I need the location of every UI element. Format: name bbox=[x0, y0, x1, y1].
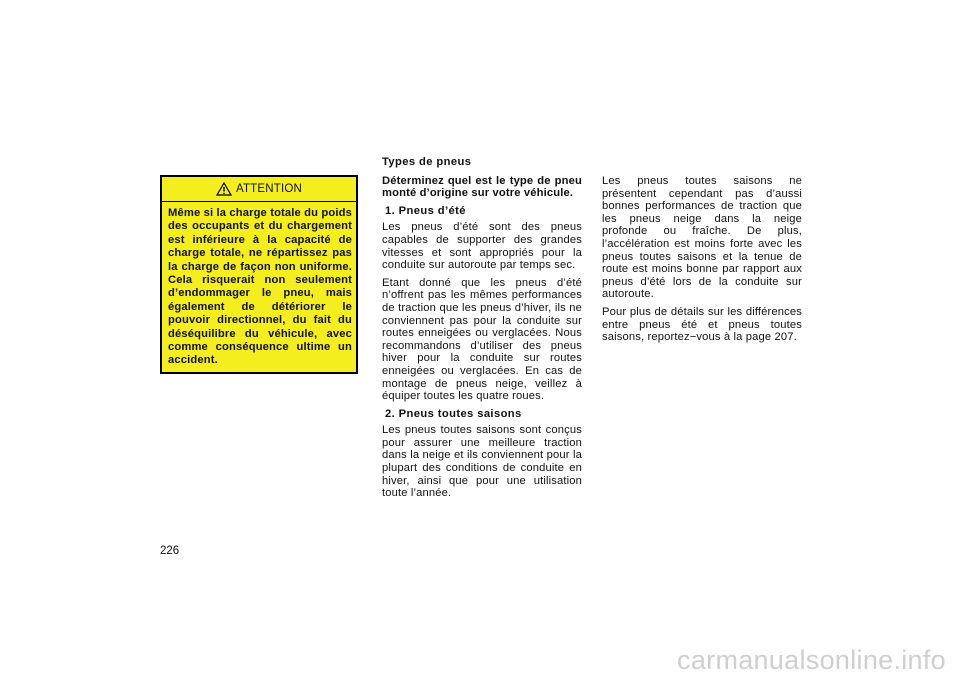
summer-tires-title: 1. Pneus d’été bbox=[385, 204, 466, 217]
watermark: carmanualsonline.info bbox=[677, 645, 946, 675]
page-number: 226 bbox=[160, 545, 180, 557]
caution-box bbox=[160, 175, 358, 374]
summer-tires-paragraph-2: Etant donné que les pneus d’été n’offrent pas les mêmes performances de traction que les pneus d’hiver, ils ne conviennent pas pour la conduite sur routes enneigées ou verglacées. Nous recommandons d’utiliser des pneus hiver pour la conduite sur routes enneigées ou verglacées. En cas de montage de pneus neige, veillez à équiper toutes les quatre roues. bbox=[382, 276, 582, 403]
reference-paragraph: Pour plus de détails sur les différences entre pneus été et pneus toutes saisons, reportez−vous à la page 207. bbox=[602, 305, 802, 344]
all-season-tires-title: 2. Pneus toutes saisons bbox=[385, 407, 522, 420]
right-column bbox=[602, 175, 802, 349]
all-season-tires-paragraph: Les pneus toutes saisons sont conçus pour assurer une meilleure traction dans la neige et ils conviennent pour la plupart des conditions de conduite en hiver, ainsi que pour une utilisation toute l’année. bbox=[382, 424, 582, 500]
middle-column bbox=[382, 156, 582, 505]
all-season-comparison-paragraph: Les pneus toutes saisons ne présentent cependant pas d’aussi bonnes performances de traction que les pneus neige dans la neige profonde ou fraîche. De plus, l’accélération est moins forte avec les pneus toutes saisons et la tenue de route est moins bonne par rapport aux pneus d’été lors de la conduite sur autoroute. bbox=[602, 175, 802, 301]
intro-paragraph: Déterminez quel est le type de pneu monté d’origine sur votre véhicule. bbox=[382, 174, 582, 200]
warning-triangle-icon bbox=[216, 182, 232, 196]
section-heading: Types de pneus bbox=[382, 156, 472, 168]
caution-text: Même si la charge totale du poids des occupants et du chargement est inférieure à la capacité de charge totale, ne répartissez pas la charge de façon non uniforme. Cela risquerait non seulement d’endommager le pneu, mais également de détériorer le pouvoir directionnel, du fait du déséquilibre du véhicule, avec comme conséquence ultime un accident. bbox=[168, 207, 352, 367]
caution-header bbox=[162, 177, 356, 202]
summer-tires-paragraph-1: Les pneus d’été sont des pneus capables de supporter des grandes vitesses et sont appropriés pour la conduite sur autoroute par temps sec. bbox=[382, 221, 582, 272]
caution-title: ATTENTION bbox=[235, 183, 303, 195]
